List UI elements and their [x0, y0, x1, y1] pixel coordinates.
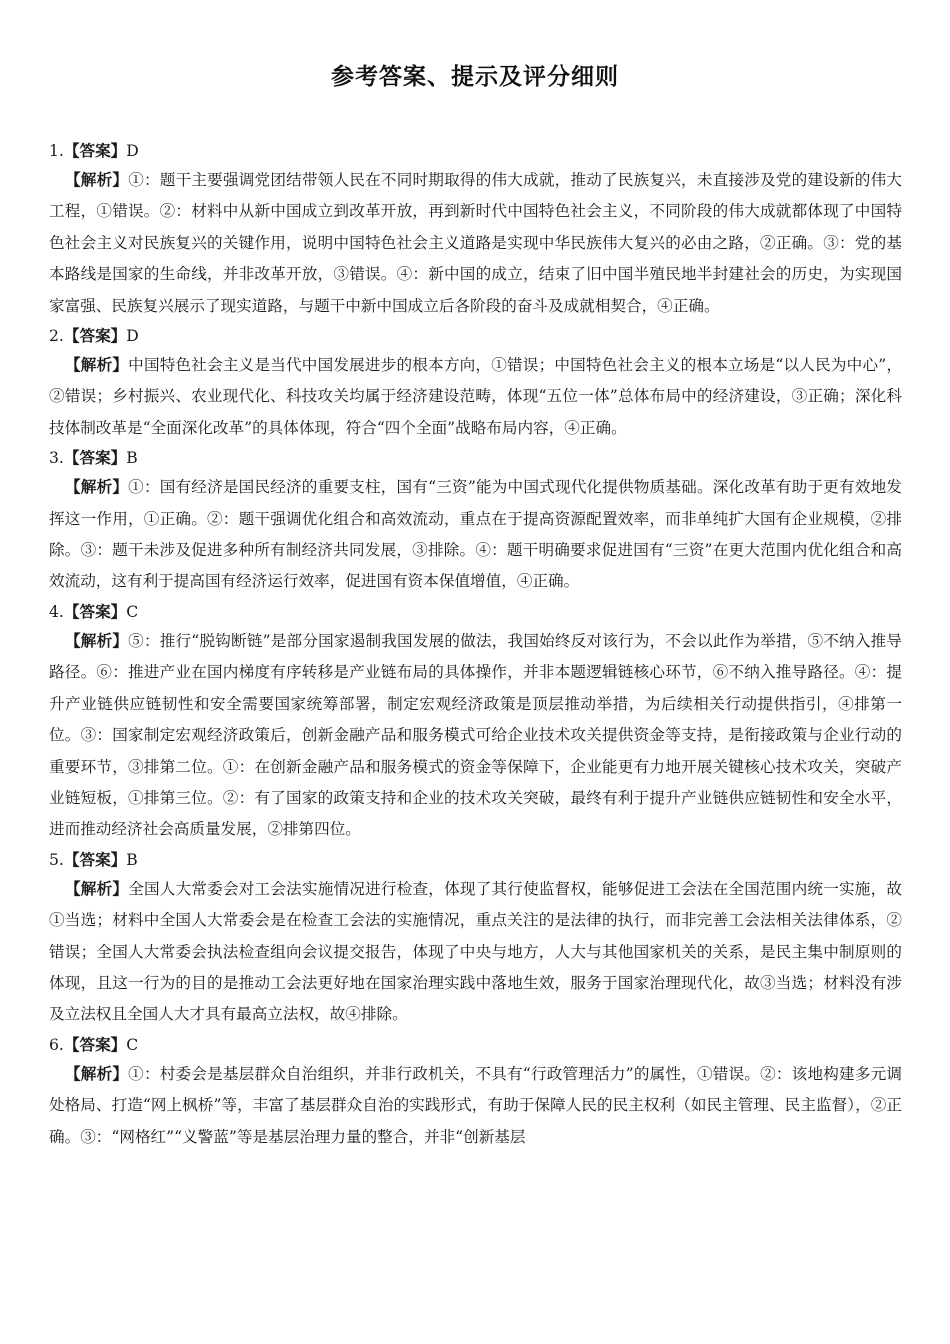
answer-item — [49, 1031, 902, 1153]
explanation-text: 全国人大常委会对工会法实施情况进行检查，体现了其行使监督权，能够促进工会法在全国范围内统一实施，故①当选；材料中全国人大常委会是在检查工会法的实施情况，重点关注的是法律的执行，而非完善工会法相关法律体系，②错误；全国人大常委会执法检查组向会议提交报告，体现了中央与地方，人大与其他国家机关的关系，是民主集中制原则的体现，且这一行为的目的是推动工会法更好地在国家治理实践中落地生效，服务于国家治理现代化，故③当选；材料没有涉及立法权且全国人大才具有最高立法权，故④排除。 — [49, 879, 902, 1024]
explanation-paragraph — [49, 350, 902, 444]
answer-label: 【答案】 — [63, 850, 127, 869]
answer-choice: B — [126, 449, 138, 468]
answer-choice: D — [126, 327, 139, 346]
answer-line — [49, 598, 902, 626]
answer-choice: C — [126, 1035, 139, 1054]
explanation-label: 【解析】 — [65, 879, 129, 898]
explanation-label: 【解析】 — [65, 171, 129, 189]
page-title: 参考答案、提示及评分细则 — [331, 64, 619, 90]
answer-choice: D — [126, 142, 139, 160]
question-number: 6. — [49, 1035, 64, 1054]
question-number: 2. — [49, 327, 64, 346]
explanation-label: 【解析】 — [65, 1064, 129, 1083]
explanation-paragraph — [49, 165, 902, 322]
explanation-paragraph — [49, 626, 902, 846]
answer-item — [49, 598, 902, 846]
explanation-paragraph — [49, 472, 902, 598]
answer-line — [49, 1031, 902, 1059]
answer-label: 【答案】 — [63, 142, 127, 160]
answer-item — [49, 444, 902, 598]
explanation-paragraph — [49, 1059, 902, 1153]
answer-line — [49, 444, 902, 472]
question-number: 4. — [49, 602, 64, 621]
answer-item — [49, 137, 902, 322]
explanation-text: ①：村委会是基层群众自治组织，并非行政机关，不具有“行政管理活力”的属性，①错误。②：该地构建多元调处格局、打造“网上枫桥”等，丰富了基层群众自治的实践形式，有助于保障人民的民主权利（如民主管理、民主监督），②正确。③：“网格红”“义警蓝”等是基层治理力量的整合，并非“创新基层 — [49, 1064, 902, 1146]
answer-label: 【答案】 — [63, 449, 127, 468]
answer-line — [49, 137, 902, 165]
explanation-text: ①：题干主要强调党团结带领人民在不同时期取得的伟大成就，推动了民族复兴，未直接涉及党的建设新的伟大工程，①错误。②：材料中从新中国成立到改革开放，再到新时代中国特色社会主义，不同阶段的伟大成就都体现了中国特色社会主义对民族复兴的关键作用，说明中国特色社会主义道路是实现中华民族伟大复兴的必由之路，②正确。③：党的基本路线是国家的生命线，并非改革开放，③错误。④：新中国的成立，结束了旧中国半殖民地半封建社会的历史，为实现国家富强、民族复兴展示了现实道路，与题干中新中国成立后各阶段的奋斗及成就相契合，④正确。 — [49, 171, 902, 315]
explanation-paragraph — [49, 874, 902, 1031]
explanation-label: 【解析】 — [65, 631, 129, 650]
answer-label: 【答案】 — [63, 1035, 127, 1054]
answer-label: 【答案】 — [63, 327, 127, 346]
answer-item — [49, 322, 902, 444]
explanation-text: 中国特色社会主义是当代中国发展进步的根本方向，①错误；中国特色社会主义的根本立场是“以人民为中心”，②错误；乡村振兴、农业现代化、科技攻关均属于经济建设范畴，体现“五位一体”总体布局中的经济建设，③正确；深化科技体制改革是“全面深化改革”的具体体现，符合“四个全面”战略布局内容，④正确。 — [49, 356, 902, 437]
explanation-label: 【解析】 — [65, 478, 129, 497]
answer-list — [49, 137, 902, 1153]
question-number: 3. — [49, 449, 64, 468]
answer-choice: B — [126, 850, 138, 869]
answer-line — [49, 322, 902, 350]
explanation-text: ⑤：推行“脱钩断链”是部分国家遏制我国发展的做法，我国始终反对该行为，不会以此作为举措，⑤不纳入推导路径。⑥：推进产业在国内梯度有序转移是产业链布局的具体操作，并非本题逻辑链核心环节，⑥不纳入推导路径。④：提升产业链供应链韧性和安全需要国家统筹部署，制定宏观经济政策是顶层推动举措，为后续相关行动提供指引，④排第一位。③：国家制定宏观经济政策后，创新金融产品和服务模式可给企业技术攻关提供资金等支持，是衔接政策与企业行动的重要环节，③排第二位。①：在创新金融产品和服务模式的资金等保障下，企业能更有力地开展关键核心技术攻关，突破产业链短板，①排第三位。②：有了国家的政策支持和企业的技术攻关突破，最终有利于提升产业链供应链韧性和安全水平，进而推动经济社会高质量发展，②排第四位。 — [49, 631, 902, 839]
explanation-text: ①：国有经济是国民经济的重要支柱，国有“三资”能为中国式现代化提供物质基础。深化改革有助于更有效地发挥这一作用，①正确。②：题干强调优化组合和高效流动，重点在于提高资源配置效率，而非单纯扩大国有企业规模，②排除。③：题干未涉及促进多种所有制经济共同发展，③排除。④：题干明确要求促进国有“三资”在更大范围内优化组合和高效流动，这有利于提高国有经济运行效率，促进国有资本保值增值，④正确。 — [49, 478, 902, 591]
explanation-label: 【解析】 — [65, 356, 129, 375]
answer-choice: C — [126, 602, 139, 621]
question-number: 1. — [49, 142, 64, 160]
answer-line — [49, 846, 902, 874]
answer-label: 【答案】 — [63, 602, 127, 621]
answer-item — [49, 846, 902, 1031]
question-number: 5. — [49, 850, 64, 869]
